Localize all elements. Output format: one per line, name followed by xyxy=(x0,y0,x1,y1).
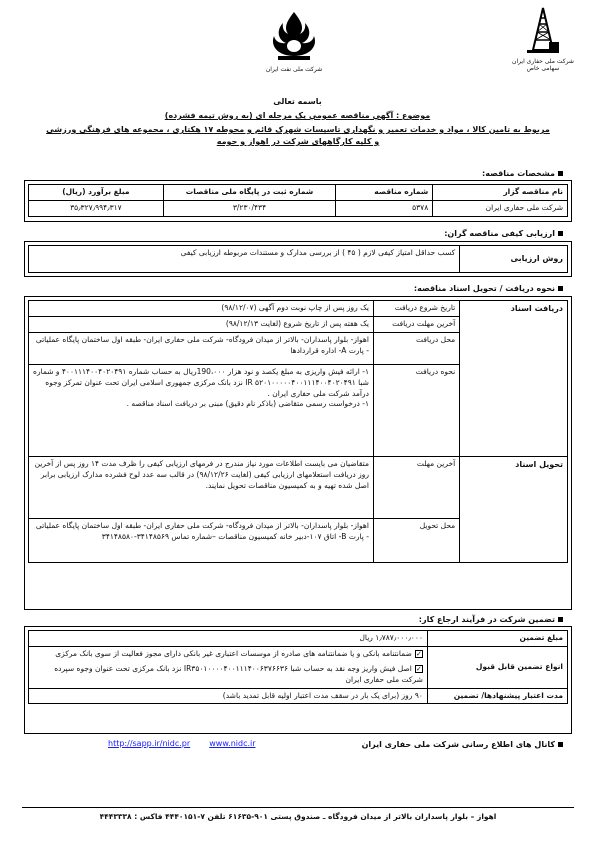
deliver-deadline-value: متقاضیان می بایست اطلاعات مورد نیاز مندرج در فرمهای ارزیابی کیفی را ظرف مدت ۱۴ روز پس از آخرین روز دریافت استعلامهای ارزیابی کیفی (لغایت ۹۸/۱۲/۲۶) در قالب سه عدد لوح فشرده مدارک ارزیابی برابر اصل شده تهیه و به کمیسیون مناقصات تحویل نمایند. xyxy=(29,456,374,518)
spec-value-cell: ۵۳۷۸ xyxy=(336,200,433,216)
nidc-website-link[interactable]: www.nidc.ir xyxy=(209,739,256,748)
receive-method-key: نحوه دریافت xyxy=(373,364,459,456)
checkbox-checked-icon: ✓ xyxy=(415,664,422,673)
receive-deadline-value: یک هفته پس از تاریخ شروع (لغایت ۹۸/۱۲/۱۳) xyxy=(29,316,374,332)
table-row xyxy=(29,688,568,704)
deliver-deadline-key: آخرین مهلت xyxy=(373,456,459,518)
notice-intro xyxy=(22,124,574,148)
spec-header-cell: نام مناقصه گزار xyxy=(433,185,568,201)
table-row xyxy=(29,631,568,647)
deliver-docs-label: تحویل اسناد xyxy=(460,456,568,562)
nidc-logo-subcaption: سهامی خاص xyxy=(526,65,560,73)
bullet-icon xyxy=(558,286,563,291)
footer-address: اهواز – بلوار پاسداران بالاتر از میدان فرودگاه ـ صندوق پستی ۹۰۱-۶۱۶۳۵ تلفن ۷-۴۴۴۰۱۵۱ فاکس : ۴۴۴۳۳۳۸ xyxy=(99,812,497,821)
deliver-place-value: اهواز- بلوار پاسداران- بالاتر از میدان فرودگاه- شرکت ملی حفاری ایران- طبقه اول ساختمان پایگاه عملیاتی - پارت B- اتاق ۱۰۷-دبیر خانه کمیسیون مناقصات –شماره تماس ۳۴۱۴۸۵۶۹-۳۴۱۴۸۵۸۰ xyxy=(29,518,374,562)
quality-frame xyxy=(24,241,572,277)
nioc-logo xyxy=(258,10,330,80)
spec-header-cell: مبلغ برآورد (ریال) xyxy=(29,185,164,201)
receive-place-key: محل دریافت xyxy=(373,332,459,364)
receive-docs-label: دریافت اسناد xyxy=(460,301,568,457)
spec-value-row xyxy=(29,200,568,216)
validity-key: مدت اعتبار پیشنهادها/ تضمین xyxy=(427,688,567,704)
guarantee-section-title: تضمین شرکت در فرآیند ارجاع کار: xyxy=(419,614,563,626)
bullet-icon xyxy=(558,742,563,747)
spec-value-cell: شرکت ملی حفاری ایران xyxy=(433,200,568,216)
quality-text: کسب حداقل امتیاز کیفی لازم ( ۴۵ ) از بررسی مدارک و مستندات مربوطه ارزیابی کیفی xyxy=(29,246,460,273)
guarantee-frame xyxy=(24,626,572,734)
receive-place-value: اهواز- بلوار پاسداران- بالاتر از میدان فرودگاه- شرکت ملی حفاری ایران- طبقه اول ساختمان پایگاه عملیاتی - پارت A- اداره قراردادها xyxy=(29,332,374,364)
spec-value-cell: ۳/۲۳۰/۴۳۴ xyxy=(163,200,335,216)
table-row xyxy=(29,646,568,688)
nidc-logo-caption: شرکت ملی حفاری ایران xyxy=(512,57,574,65)
notice-intro-line2: و کلیه کارگاههای شرکت در اهواز و حومه xyxy=(216,137,380,146)
receive-start-value: یک روز پس از چاپ نوبت دوم آگهی (۹۸/۱۲/۰۷) xyxy=(29,301,374,317)
notice-intro-line1: مربوط به تامین کالا ، مواد و خدمات تعمیر و نگهداری تاسیسات شهرک قائم و محوطه ۱۷ هکتاری ، مجموعه های فرهنگی ورزشی xyxy=(46,125,550,134)
spec-table xyxy=(28,184,568,217)
guarantee-table xyxy=(28,630,568,704)
nioc-logo-caption: شرکت ملی نفت ایران xyxy=(265,65,323,73)
spec-section-title: مشخصات مناقصه: xyxy=(482,168,563,180)
receive-method-step2: ۱- درخواست رسمی متقاضی (باذکر نام دقیق) مبنی بر دریافت اسناد مناقصه . xyxy=(126,399,369,409)
docs-frame xyxy=(24,296,572,610)
guarantee-types-value xyxy=(29,646,428,688)
spec-frame xyxy=(24,180,572,222)
receive-start-key: تاریخ شروع دریافت xyxy=(373,301,459,317)
channels-label: کانال های اطلاع رسانی شرکت ملی حفاری ایران xyxy=(362,739,563,751)
quality-label: روش ارزیابی xyxy=(460,246,568,273)
spec-header-row xyxy=(29,185,568,201)
guarantee-types-key: انواع تضمین قابل قبول xyxy=(427,646,567,688)
bullet-icon xyxy=(558,231,563,236)
bismillah-heading: باسمه تعالی xyxy=(273,97,322,106)
spec-header-cell: شماره ثبت در پایگاه ملی مناقصات xyxy=(163,185,335,201)
spec-value-cell: ۳۵٫۳۲۷٫۹۹۴٫۳۱۷ xyxy=(29,200,164,216)
receive-deadline-key: آخرین مهلت دریافت xyxy=(373,316,459,332)
notice-subject: موضوع : آگهي مناقصه عمومي يک مرحله ای (به روش تيمه فشرده) xyxy=(164,111,431,120)
quality-section-title: ارزیابی کیفی مناقصه گران: xyxy=(444,228,563,240)
drilling-rig-icon xyxy=(523,6,563,54)
guarantee-type-item: ✓اصل فیش واریز وجه نقد به حساب شبا IR۳۵۰۱۰۰۰۰۴۰۰۱۱۱۴۰۰۶۳۷۶۶۳۶ نزد بانک مرکزی تحت عنوان وجوه سپرده شرکت ملی حفاری ایران xyxy=(54,663,423,684)
flame-logo-icon xyxy=(264,10,324,62)
validity-value: ۹۰ روز (برای یک بار در سقف مدت اعتبار اولیه قابل تمدید باشد) xyxy=(29,688,428,704)
quality-table xyxy=(28,245,568,273)
deliver-place-key: محل تحویل xyxy=(373,518,459,562)
checkbox-checked-icon: ✓ xyxy=(415,649,422,658)
footer-divider xyxy=(22,807,574,808)
guarantee-type-item: ✓ضمانتنامه بانکی و یا ضمانتنامه های صادره از موسسات اعتباری غیر بانکی دارای مجوز فعالیت از سوی بانک مرکزی xyxy=(55,648,422,658)
bullet-icon xyxy=(558,171,563,176)
channels-links xyxy=(108,738,256,750)
bullet-icon xyxy=(558,617,563,622)
table-row xyxy=(29,456,568,518)
nidc-logo xyxy=(506,6,580,82)
sapp-link[interactable]: http://sapp.ir/nidc.pr xyxy=(108,739,191,748)
guarantee-amount-value: ۱٫۷۸۷٫۰۰۰٫۰۰۰ ریال xyxy=(29,631,428,647)
table-row xyxy=(29,301,568,317)
docs-table xyxy=(28,300,568,563)
receive-method-step1: ۱- ارائه فیش واریزی به مبلغ یکصد و نود هزار 190،۰۰۰ریال به حساب شماره ۴۰۰۱۱۱۴۰۰۴۰۲۰۴۹۱ و شماره شبا IR ۵۲۰۱۰۰۰۰۰۴۰۰۱۱۱۴۰۰۴۰۲۰۴۹۱ نزد بانک مرکزی جمهوری اسلامی ایران تحت عنوان تمرکز وجوه درآمد شرکت ملی حفاری ایران . xyxy=(33,366,369,398)
guarantee-amount-key: مبلغ تضمین xyxy=(427,631,567,647)
docs-section-title: نحوه دریافت / تحویل اسناد مناقصه: xyxy=(414,283,563,295)
receive-method-value xyxy=(29,364,374,456)
spec-header-cell: شماره مناقصه xyxy=(336,185,433,201)
